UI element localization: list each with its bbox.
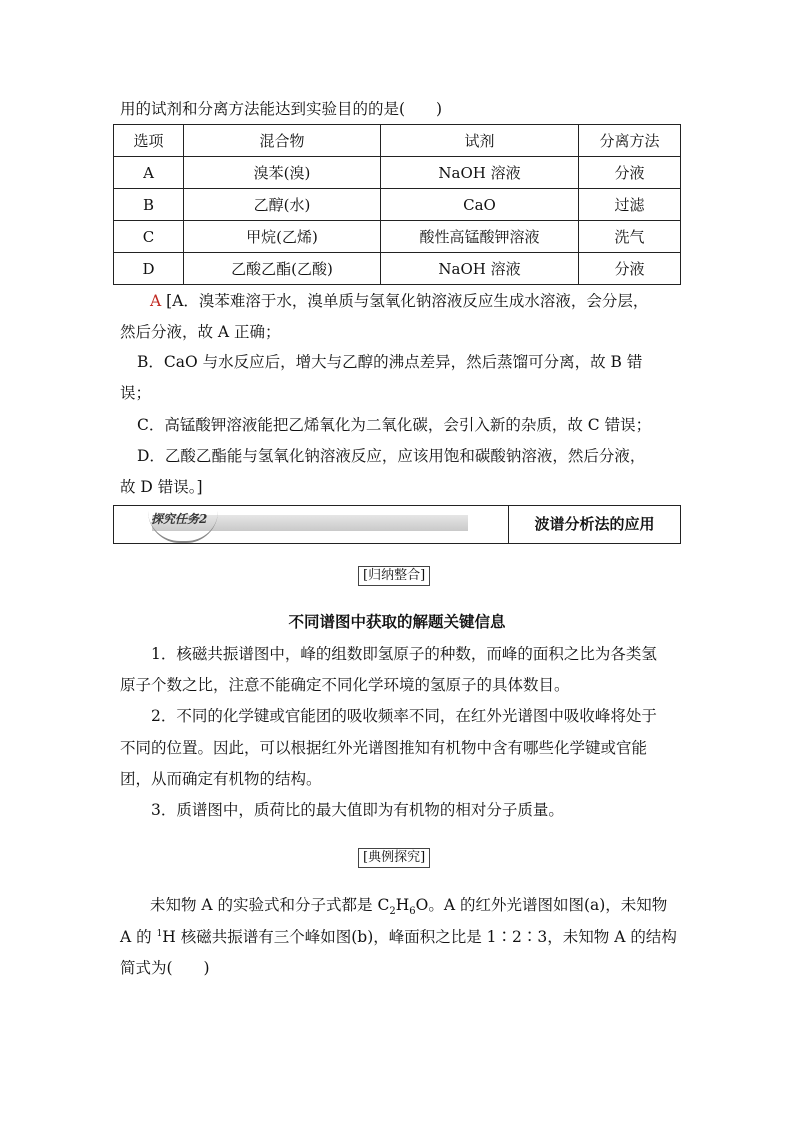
example-text: O。A 的红外光谱图如图(a)，未知物 <box>415 896 668 914</box>
cell-mixture: 乙醇(水) <box>184 189 381 221</box>
table-header-row <box>114 125 681 157</box>
table-row <box>114 221 681 253</box>
cell-reagent: NaOH 溶液 <box>381 253 579 285</box>
cell-mixture: 甲烷(乙烯) <box>184 221 381 253</box>
cell-option: B <box>114 189 184 221</box>
answer-line-1 <box>150 289 648 311</box>
superscript: 1 <box>156 928 163 939</box>
example-line-2 <box>120 925 677 947</box>
header-option: 选项 <box>114 125 184 157</box>
summary-tag: [归纳整合] <box>358 566 430 586</box>
cell-option: C <box>114 221 184 253</box>
answer-line-4: 误； <box>120 384 152 402</box>
example-text: A 的 <box>120 928 157 946</box>
cell-method: 分液 <box>579 157 681 189</box>
cell-option: D <box>114 253 184 285</box>
answer-letter: A <box>150 292 162 310</box>
answer-text: [A．溴苯难溶于水，溴单质与氢氧化钠溶液反应生成水溶液，会分层， <box>166 292 649 310</box>
answer-line-5: C．高锰酸钾溶液能把乙烯氧化为二氧化碳，会引入新的杂质，故 C 错误； <box>137 416 652 434</box>
example-text: 未知物 A 的实验式和分子式都是 C <box>150 896 390 914</box>
table-row <box>114 253 681 285</box>
cell-method: 过滤 <box>579 189 681 221</box>
point-2-line-3: 团，从而确定有机物的结构。 <box>120 770 322 788</box>
answer-line-2: 然后分液，故 A 正确； <box>120 323 281 341</box>
point-2-line-1: 2．不同的化学键或官能团的吸收频率不同，在红外光谱图中吸收峰将处于 <box>151 707 657 725</box>
cell-mixture: 溴苯(溴) <box>184 157 381 189</box>
example-text: H 核磁共振谱有三个峰如图(b)，峰面积之比是 1∶2∶3，未知物 A 的结构 <box>162 928 677 946</box>
section-banner <box>113 505 681 544</box>
cell-method: 洗气 <box>579 221 681 253</box>
subscript: 2 <box>389 906 396 918</box>
answer-line-7: 故 D 错误。] <box>120 478 203 496</box>
example-line-1 <box>150 893 667 917</box>
cell-mixture: 乙酸乙酯(乙酸) <box>184 253 381 285</box>
answer-line-6: D．乙酸乙酯能与氢氧化钠溶液反应，应该用饱和碳酸钠溶液，然后分液， <box>137 447 646 465</box>
section-heading: 不同谱图中获取的解题关键信息 <box>288 612 506 631</box>
options-table <box>113 124 681 285</box>
point-1-line-1: 1．核磁共振谱图中，峰的组数即氢原子的种数，而峰的面积之比为各类氢 <box>151 645 657 663</box>
banner-left-panel <box>114 506 509 543</box>
answer-line-3: B．CaO 与水反应后，增大与乙醇的沸点差异，然后蒸馏可分离，故 B 错 <box>137 353 643 371</box>
header-mixture: 混合物 <box>184 125 381 157</box>
point-2-line-2: 不同的位置。因此，可以根据红外光谱图推知有机物中含有哪些化学键或官能 <box>120 739 648 757</box>
cell-reagent: NaOH 溶液 <box>381 157 579 189</box>
example-line-3: 简式为( ) <box>120 959 210 977</box>
question-stem: 用的试剂和分离方法能达到实验目的的是( ) <box>120 100 443 118</box>
banner-tag: 探究任务2 <box>151 512 208 526</box>
header-reagent: 试剂 <box>381 125 579 157</box>
example-text: H <box>395 896 410 914</box>
cell-method: 分液 <box>579 253 681 285</box>
cell-reagent: CaO <box>381 189 579 221</box>
cell-option: A <box>114 157 184 189</box>
subscript: 6 <box>409 906 416 918</box>
example-tag: [典例探究] <box>358 848 430 868</box>
cell-reagent: 酸性高锰酸钾溶液 <box>381 221 579 253</box>
point-3: 3．质谱图中，质荷比的最大值即为有机物的相对分子质量。 <box>151 801 564 819</box>
table-row <box>114 189 681 221</box>
point-1-line-2: 原子个数之比，注意不能确定不同化学环境的氢原子的具体数目。 <box>120 676 570 694</box>
table-row <box>114 157 681 189</box>
header-method: 分离方法 <box>579 125 681 157</box>
banner-title: 波谱分析法的应用 <box>534 515 655 533</box>
